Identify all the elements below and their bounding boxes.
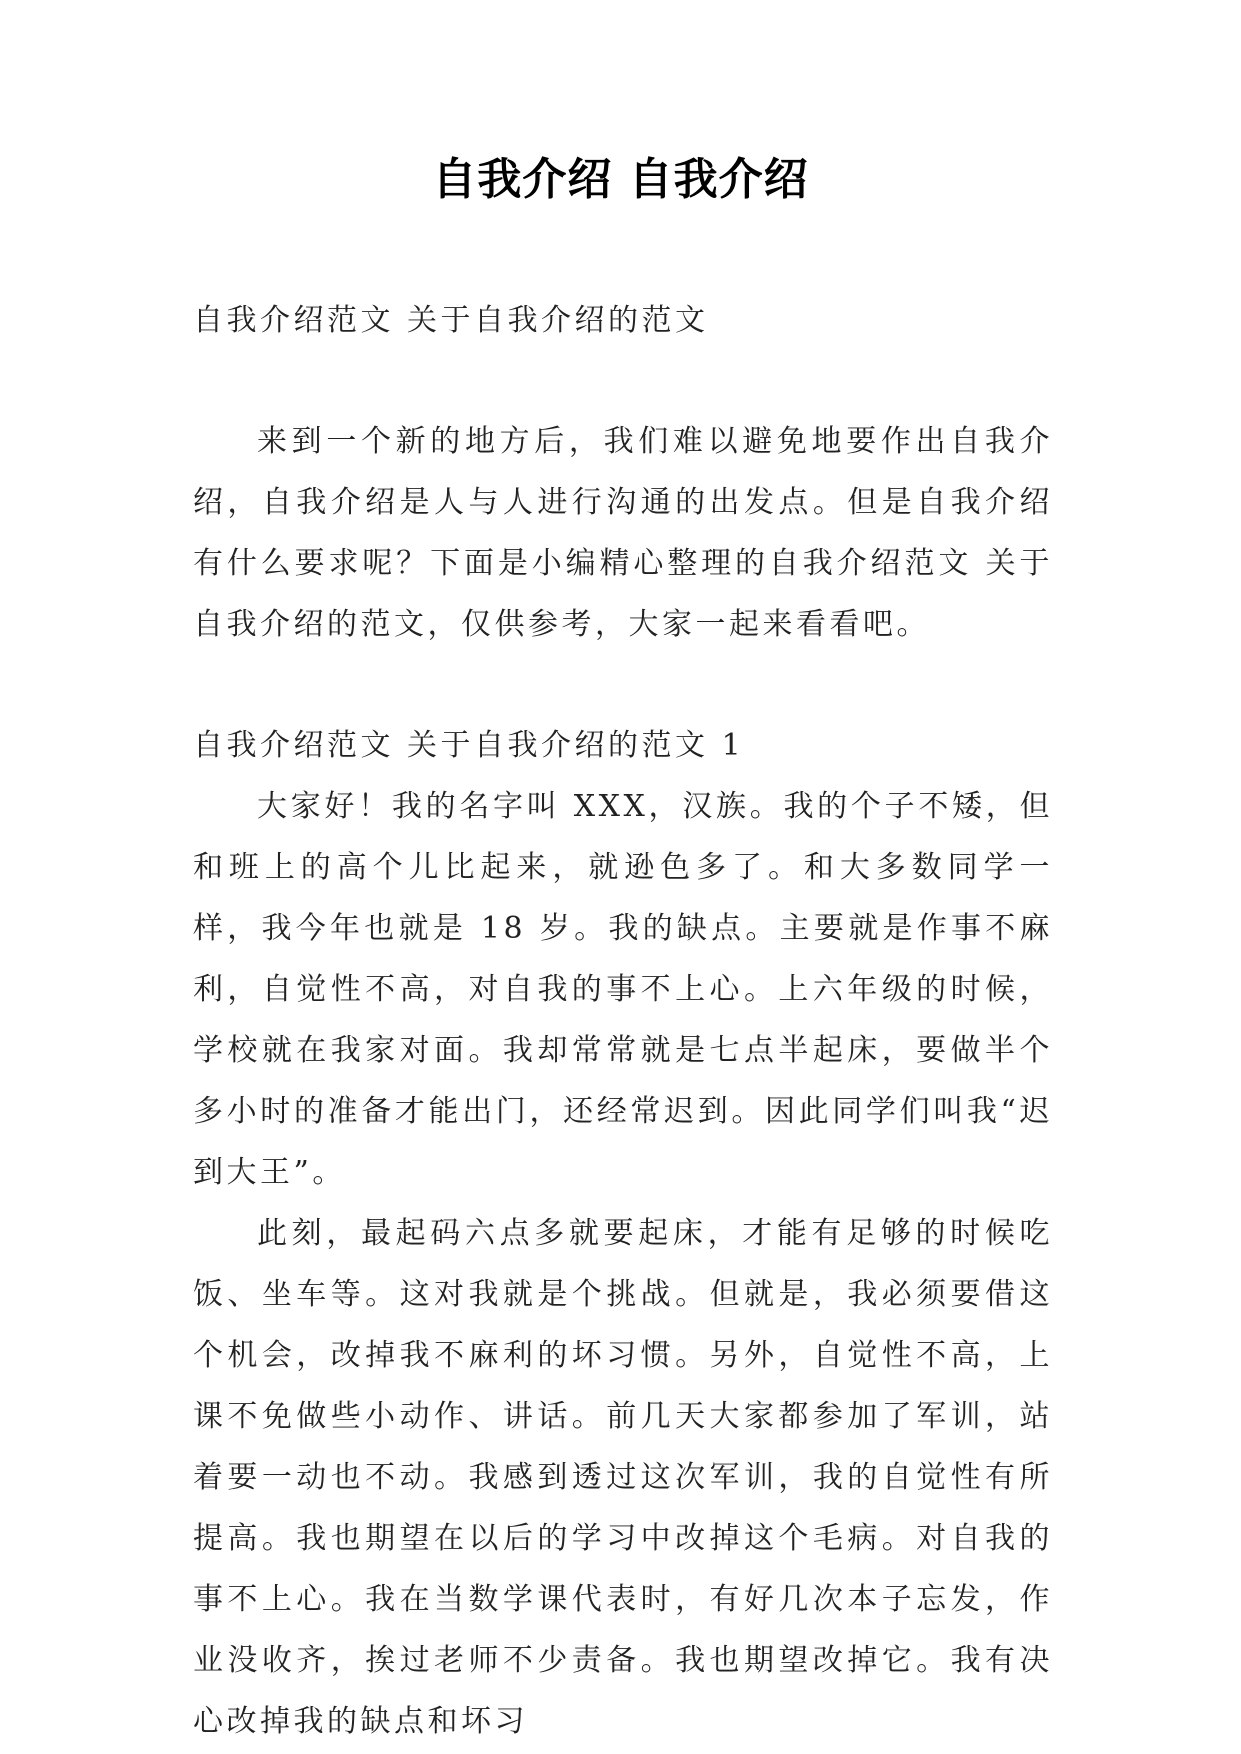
document-body	[193, 290, 1053, 1752]
body-paragraph: 此刻，最起码六点多就要起床，才能有足够的时候吃饭、坐车等。这对我就是个挑战。但就是，我必须要借这个机会，改掉我不麻利的坏习惯。另外，自觉性不高，上课不免做些小动作、讲话。前几天大家都参加了军训，站着要一动也不动。我感到透过这次军训，我的自觉性有所提高。我也期望在以后的学习中改掉这个毛病。对自我的事不上心。我在当数学课代表时，有好几次本子忘发，作业没收齐，挨过老师不少责备。我也期望改掉它。我有决心改掉我的缺点和坏习	[193, 1216, 1053, 1739]
body-paragraph: 大家好！我的名字叫 XXX，汉族。我的个子不矮，但和班上的高个儿比起来，就逊色多了。和大多数同学一样，我今年也就是 18 岁。我的缺点。主要就是作事不麻利，自觉性不高，对自我的事不上心。上六年级的时候，学校就在我家对面。我却常常就是七点半起床，要做半个多小时的准备才能出门，还经常迟到。因此同学们叫我“迟到大王”。	[193, 789, 1053, 1190]
intro-paragraph: 来到一个新的地方后，我们难以避免地要作出自我介绍，自我介绍是人与人进行沟通的出发点。但是自我介绍有什么要求呢？下面是小编精心整理的自我介绍范文 关于自我介绍的范文，仅供参考，大家一起来看看吧。	[193, 424, 1053, 642]
document-subtitle: 自我介绍范文 关于自我介绍的范文	[193, 303, 709, 338]
section-heading: 自我介绍范文 关于自我介绍的范文 1	[193, 728, 745, 763]
page-title: 自我介绍 自我介绍	[432, 154, 809, 205]
